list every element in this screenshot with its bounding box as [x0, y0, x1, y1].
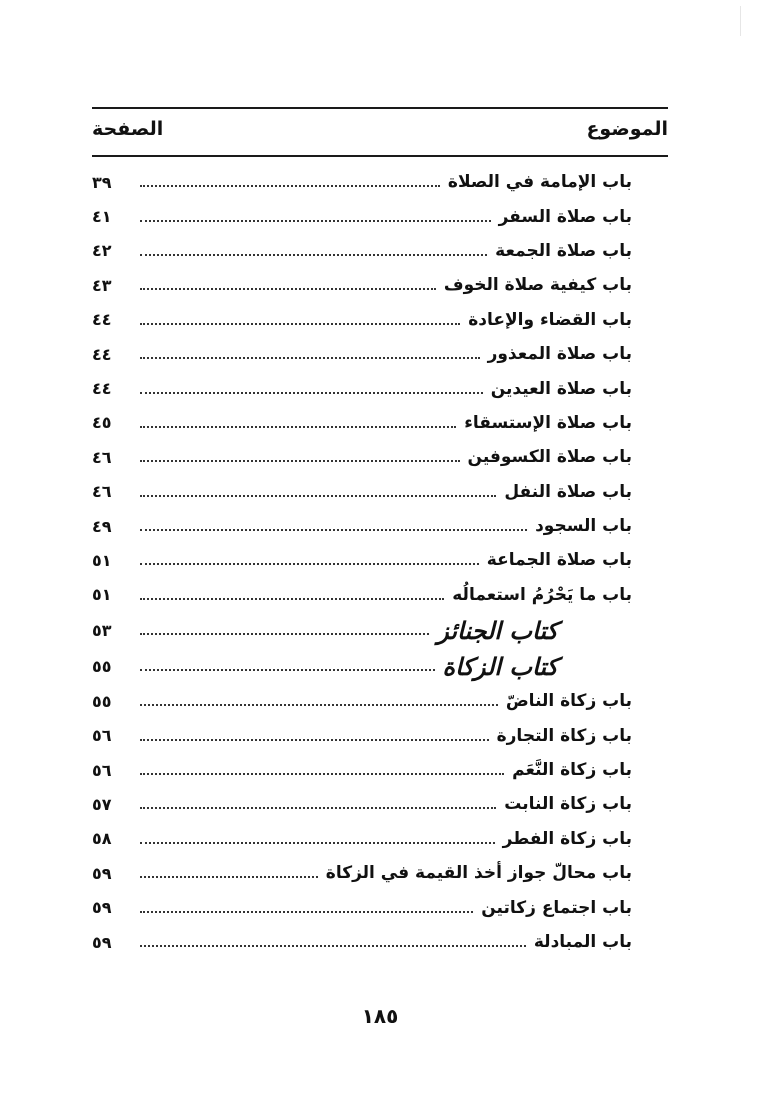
toc-leader-dots [140, 876, 318, 878]
toc-leader-dots [140, 911, 473, 913]
toc-entry-title: باب صلاة الإستسقاء [464, 412, 632, 433]
toc-entry [92, 684, 668, 718]
toc-entry-title: كتاب الجنائز [437, 615, 558, 645]
toc-entry-page: ٤٦ [92, 482, 112, 502]
toc-leader-dots [140, 739, 489, 741]
header-top-rule [92, 107, 668, 109]
toc-entry-title: باب زكاة التجارة [496, 725, 632, 746]
toc-entry [92, 475, 668, 509]
toc-leader-dots [140, 945, 526, 947]
toc-entry-title: باب القضاء والإعادة [468, 309, 632, 330]
toc-entry-page: ٤٣ [92, 275, 112, 295]
toc-leader-dots [140, 460, 460, 462]
toc-entry [92, 509, 668, 543]
toc-entry-page: ٥١ [92, 585, 112, 605]
toc-entry [92, 856, 668, 890]
toc-entry [92, 718, 668, 752]
toc-entry-page: ٥٩ [92, 898, 112, 918]
toc-entry [92, 165, 668, 199]
toc-leader-dots [140, 323, 460, 325]
toc-leader-dots [140, 773, 504, 775]
toc-entry-title: باب صلاة الكسوفين [467, 447, 632, 468]
toc-entry [92, 578, 668, 612]
toc-entry [92, 543, 668, 577]
toc-entry [92, 268, 668, 302]
toc-entry-page: ٤٩ [92, 516, 112, 536]
toc-leader-dots [140, 598, 444, 600]
toc-entry-title: باب الإمامة في الصلاة [447, 172, 632, 193]
toc-entry-title: باب صلاة الجماعة [486, 550, 632, 571]
toc-entry-page: ٥٩ [92, 863, 112, 883]
toc-entry [92, 822, 668, 856]
toc-entry-page: ٥٨ [92, 829, 112, 849]
toc-entry [92, 303, 668, 337]
toc-entry-title: باب زكاة النابت [504, 794, 632, 815]
toc-entry-title: باب اجتماع زكاتين [481, 897, 632, 918]
toc-entry-page: ٥٩ [92, 932, 112, 952]
toc-entry [92, 234, 668, 268]
toc-entry-title: باب السجود [535, 516, 632, 537]
toc-leader-dots [140, 529, 527, 531]
toc-leader-dots [140, 669, 435, 671]
toc-leader-dots [140, 842, 495, 844]
toc-entry [92, 787, 668, 821]
toc-entry-title: باب صلاة النفل [504, 481, 632, 502]
scan-artifact [740, 6, 741, 36]
toc-entry [92, 753, 668, 787]
toc-entry-title: باب صلاة العيدين [490, 378, 632, 399]
toc-entry-page: ٤٦ [92, 447, 112, 467]
toc-book-heading [92, 648, 668, 684]
toc-entry-title: باب ما يَحْرُمُ استعمالُه [452, 584, 632, 605]
toc-entry-page: ٥٧ [92, 794, 112, 814]
toc-entry-title: باب زكاة النَّعَم [512, 760, 632, 781]
toc-entry [92, 890, 668, 924]
toc-entry-page: ٥٣ [92, 620, 112, 640]
toc-entry-page: ٥٥ [92, 656, 112, 676]
toc-book-heading [92, 612, 668, 648]
toc-entry [92, 199, 668, 233]
toc-entry-page: ٤٤ [92, 344, 112, 364]
page-number: ١٨٥ [361, 1004, 399, 1028]
toc-leader-dots [140, 704, 498, 706]
toc-leader-dots [140, 495, 496, 497]
toc-entry-title: باب زكاة الفطر [502, 828, 632, 849]
toc-entry-page: ٤٤ [92, 379, 112, 399]
toc-entry-page: ٤١ [92, 207, 112, 227]
toc-entry [92, 925, 668, 959]
toc-entry-page: ٤٥ [92, 413, 112, 433]
toc-leader-dots [140, 185, 440, 187]
toc-entry-title: باب صلاة المعذور [487, 344, 632, 365]
topic-column-label: الموضوع [586, 118, 668, 140]
toc-leader-dots [140, 288, 436, 290]
toc-entry-title: باب المبادلة [533, 932, 632, 952]
toc-header [92, 114, 668, 150]
toc-entry-page: ٥٥ [92, 691, 112, 711]
toc-entry-page: ٥٦ [92, 760, 112, 780]
toc-entry [92, 440, 668, 474]
toc-leader-dots [140, 426, 456, 428]
toc-entry-title: باب صلاة الجمعة [495, 240, 632, 261]
toc-entry-title: باب زكاة الناضّ [505, 691, 632, 712]
toc-entry-page: ٥١ [92, 550, 112, 570]
toc-entry [92, 406, 668, 440]
toc-leader-dots [140, 254, 487, 256]
toc-entry-page: ٤٢ [92, 241, 112, 261]
toc-leader-dots [140, 392, 483, 394]
toc-entry-title: باب محالّ جواز أخذ القيمة في الزكاة [325, 863, 632, 884]
toc-leader-dots [140, 357, 480, 359]
toc-entry [92, 371, 668, 405]
toc-leader-dots [140, 220, 491, 222]
page-column-label: الصفحة [92, 118, 164, 140]
toc-entry-page: ٣٩ [92, 172, 112, 192]
toc-leader-dots [140, 563, 479, 565]
toc-leader-dots [140, 633, 429, 635]
toc-entry-page: ٤٤ [92, 310, 112, 330]
toc-leader-dots [140, 807, 496, 809]
toc-entry-title: كتاب الزكاة [442, 651, 558, 681]
toc-entry-title: باب كيفية صلاة الخوف [443, 275, 632, 296]
toc-entry [92, 337, 668, 371]
toc-entry-title: باب صلاة السفر [498, 206, 632, 227]
table-of-contents [92, 165, 668, 959]
toc-entry-page: ٥٦ [92, 726, 112, 746]
header-bottom-rule [92, 155, 668, 157]
